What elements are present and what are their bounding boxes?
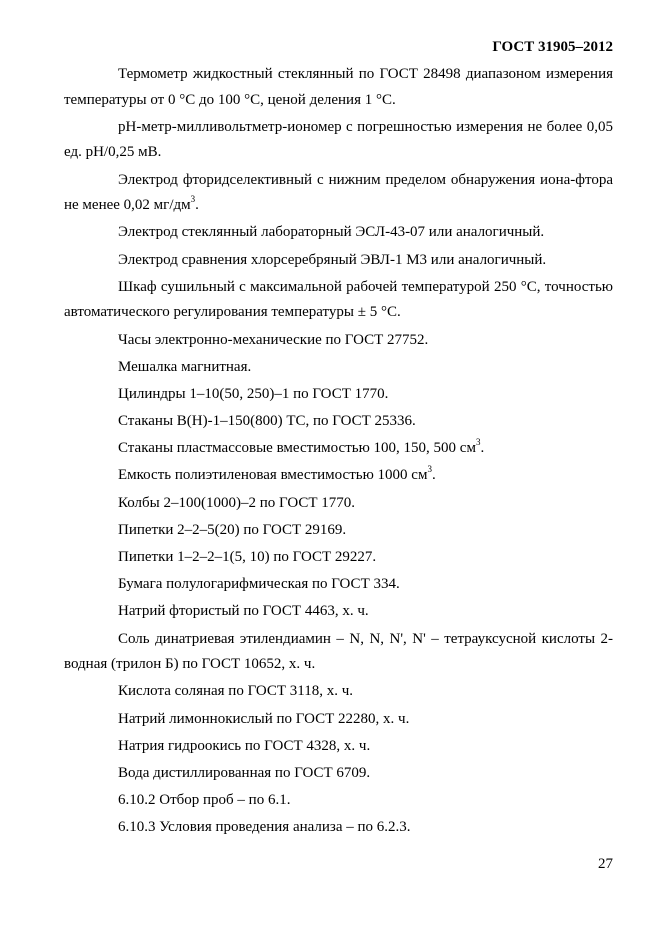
paragraph: Натрий лимоннокислый по ГОСТ 22280, х. ч.: [118, 710, 410, 727]
paragraph: Электрод сравнения хлорсеребряный ЭВЛ-1 М3 или аналогичный.: [118, 251, 547, 268]
page-number: 27: [598, 856, 613, 872]
paragraph: Пипетки 1–2–2–1(5, 10) по ГОСТ 29227.: [118, 549, 377, 565]
paragraph: Термометр жидкостный стеклянный по ГОСТ 28498 диапазоном измерения температуры от 0 °С до 100 °С, ценой деления 1 °С.: [64, 66, 613, 108]
paragraph: 6.10.3 Условия проведения анализа – по 6.2.3.: [118, 819, 411, 836]
paragraph: Колбы 2–100(1000)–2 по ГОСТ 1770.: [118, 494, 356, 511]
paragraph: Соль динатриевая этилендиамин – N, N, N', N' – тетрауксусной кислоты 2-водная (трилон Б) по ГОСТ 10652, х. ч.: [64, 630, 613, 673]
paragraph: Натрий фтористый по ГОСТ 4463, х. ч.: [118, 603, 369, 620]
paragraph: Кислота соляная по ГОСТ 3118, х. ч.: [118, 683, 354, 700]
paragraph: рН-метр-милливольтметр-иономер с погрешностью измерения не более 0,05 ед. рН/0,25 мВ.: [64, 118, 613, 161]
paragraph: Стаканы пластмассовые вместимостью 100, 150, 500 $см^3$.: [118, 437, 485, 457]
paragraph: Мешалка магнитная.: [118, 358, 252, 375]
paragraph: Вода дистиллированная по ГОСТ 6709.: [118, 764, 371, 781]
paragraph: Цилиндры 1–10(50, 250)–1 по ГОСТ 1770.: [118, 385, 389, 402]
document-body: [64, 62, 613, 841]
paragraph: Емкость полиэтиленовая вместимостью 1000 $см^3$.: [118, 464, 436, 484]
paragraph: Стаканы В(Н)-1–150(800) ТС, по ГОСТ 25336.: [118, 413, 416, 430]
paragraph: Электрод стеклянный лабораторный ЭСЛ-43-07 или аналогичный.: [118, 224, 545, 241]
paragraph: Натрия гидроокись по ГОСТ 4328, х. ч.: [118, 737, 371, 754]
paragraph: Шкаф сушильный с максимальной рабочей температурой 250 °С, точностью автоматического регулирования температуры ± 5 °С.: [64, 278, 613, 321]
paragraph: Пипетки 2–2–5(20) по ГОСТ 29169.: [118, 521, 347, 538]
paragraph: Часы электронно-механические по ГОСТ 27752.: [118, 331, 429, 348]
paragraph: 6.10.2 Отбор проб – по 6.1.: [118, 792, 291, 809]
paragraph: Бумага полулогарифмическая по ГОСТ 334.: [118, 576, 400, 593]
paragraph: Электрод фторидселективный с нижним пределом обнаружения иона-фтора не менее 0,02 $мг/дм^3$.: [64, 171, 613, 214]
document-header-title: ГОСТ 31905–2012: [492, 39, 613, 55]
